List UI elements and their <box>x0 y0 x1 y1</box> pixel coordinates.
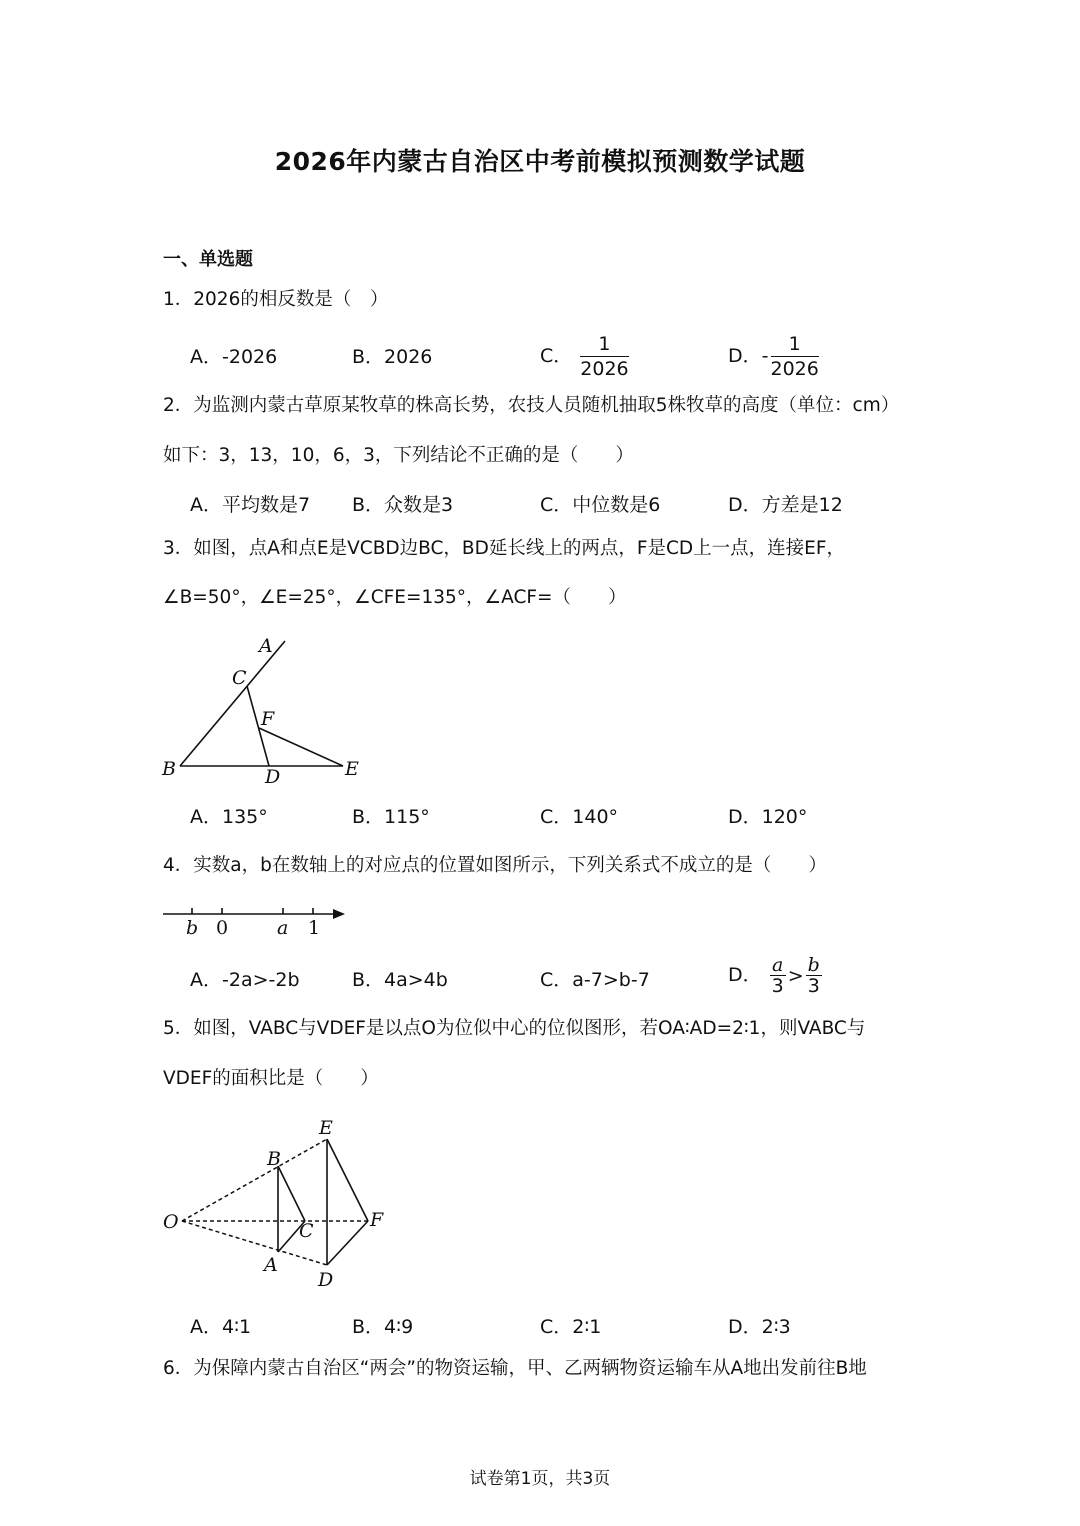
q2-option-d: D．方差是12 <box>728 494 843 516</box>
q4-option-c: C．a-7>b-7 <box>540 969 650 991</box>
q3-option-c: C．140° <box>540 806 619 828</box>
q3-option-d: D．120° <box>728 806 808 828</box>
q5-option-d: D．2∶3 <box>728 1316 791 1338</box>
q4-option-d <box>728 955 822 996</box>
label-b: b <box>186 917 199 939</box>
q2-option-b: B．众数是3 <box>352 494 454 516</box>
question-5-stem-line1: 5．如图，VABC与VDEF是以点O为位似中心的位似图形，若OA∶AD=2∶1，则VABC与 <box>163 1018 866 1039</box>
question-5-stem-line2: VDEF的面积比是（ ） <box>163 1068 379 1089</box>
q5-similar-triangles-figure <box>155 1110 395 1295</box>
q4-option-a: A．-2a>-2b <box>190 969 300 991</box>
q1-option-d <box>728 332 819 381</box>
label-zero: 0 <box>216 917 229 939</box>
q1-option-c <box>540 332 629 381</box>
line-f-e <box>259 728 343 766</box>
question-3-stem-line2: ∠B=50°，∠E=25°，∠CFE=135°，∠ACF=（ ） <box>163 587 627 608</box>
q4-number-line <box>155 900 355 940</box>
label-c: C <box>232 667 247 689</box>
label-d: D <box>318 1269 334 1291</box>
segment-f-d <box>327 1221 368 1265</box>
question-3-stem-line1: 3．如图，点A和点E是VCBD边BC，BD延长线上的两点，F是CD上一点，连接EF， <box>163 538 845 559</box>
fraction-numerator: b <box>807 954 820 976</box>
label-b: B <box>267 1148 281 1170</box>
label-a: a <box>277 917 289 939</box>
fraction-numerator: 1 <box>771 332 819 357</box>
label-f: F <box>261 708 275 730</box>
q4-option-d-fraction-b <box>806 955 822 996</box>
q1-option-b: B．2026 <box>352 346 433 368</box>
label-f: F <box>370 1209 384 1231</box>
label-e: E <box>345 758 359 780</box>
q3-option-a: A．135° <box>190 806 268 828</box>
fraction-denominator: 2026 <box>770 358 819 380</box>
fraction-denominator: 2026 <box>580 358 629 380</box>
line-b-a <box>180 641 285 766</box>
q1-option-c-label: C． <box>540 345 573 367</box>
q4-option-d-label: D． <box>728 964 762 986</box>
label-one: 1 <box>308 917 321 939</box>
q5-option-a: A．4∶1 <box>190 1316 252 1338</box>
label-a: A <box>259 635 273 657</box>
axis-arrow-icon <box>333 909 345 919</box>
q1-option-d-label: D．- <box>728 345 769 367</box>
segment-e-f <box>327 1139 368 1221</box>
question-6-stem: 6．为保障内蒙古自治区“两会”的物资运输，甲、乙两辆物资运输车从A地出发前往B地 <box>163 1358 867 1379</box>
fraction-numerator: 1 <box>580 332 628 357</box>
label-c: C <box>299 1220 314 1242</box>
fraction-denominator: 3 <box>771 975 784 997</box>
question-4-stem: 4．实数a，b在数轴上的对应点的位置如图所示，下列关系式不成立的是（ ） <box>163 855 827 876</box>
q2-option-c: C．中位数是6 <box>540 494 661 516</box>
section-heading: 一、单选题 <box>163 249 253 270</box>
label-o: O <box>163 1211 179 1233</box>
question-1-stem: 1．2026的相反数是（ ） <box>163 289 389 310</box>
label-e: E <box>319 1117 333 1139</box>
q5-option-b: B．4∶9 <box>352 1316 414 1338</box>
label-a: A <box>264 1254 278 1276</box>
label-b: B <box>162 758 176 780</box>
page-title: 2026年内蒙古自治区中考前模拟预测数学试题 <box>274 147 806 176</box>
q1-option-a: A．-2026 <box>190 346 278 368</box>
question-2-stem-line1: 2．为监测内蒙古草原某牧草的株高长势，农技人员随机抽取5株牧草的高度（单位：cm） <box>163 395 900 416</box>
q1-option-d-fraction <box>771 332 819 381</box>
q4-option-d-fraction-a <box>770 955 786 996</box>
segment-b-c <box>278 1166 305 1221</box>
greater-than-sign: > <box>787 964 804 987</box>
question-2-stem-line2: 如下：3，13，10，6，3，下列结论不正确的是（ ） <box>163 445 634 466</box>
q2-option-a: A．平均数是7 <box>190 494 311 516</box>
q5-option-c: C．2∶1 <box>540 1316 602 1338</box>
q3-option-b: B．115° <box>352 806 430 828</box>
q4-option-b: B．4a>4b <box>352 969 448 991</box>
q1-option-c-fraction <box>580 332 628 381</box>
page-footer: 试卷第1页，共3页 <box>469 1469 611 1489</box>
q3-triangle-figure <box>155 630 385 790</box>
fraction-numerator: a <box>770 955 786 976</box>
fraction-denominator: 3 <box>807 975 820 997</box>
label-d: D <box>265 766 281 788</box>
dashed-o-e <box>182 1139 327 1221</box>
